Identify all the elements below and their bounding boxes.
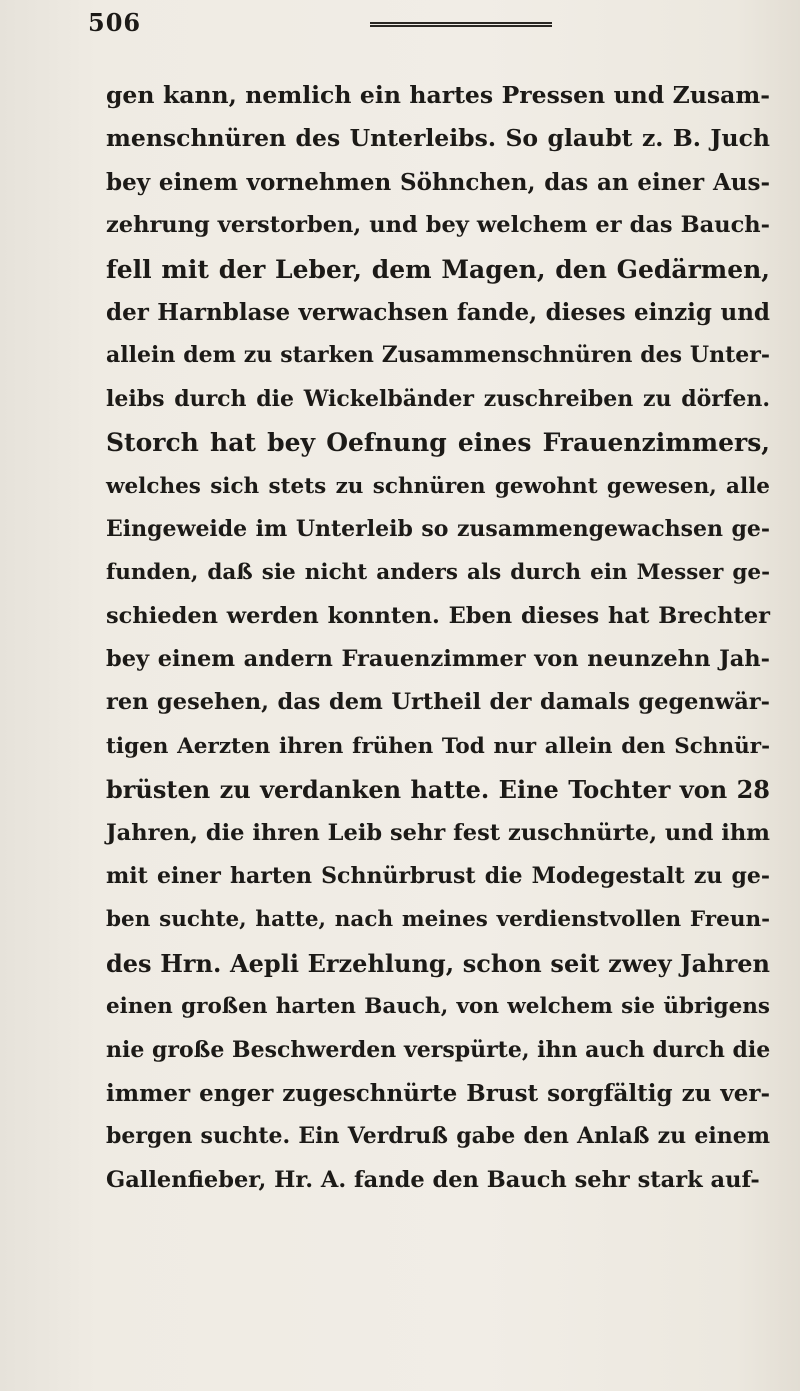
text-line: nie große Beschwerden verspürte, ihn auch durch die [106, 1036, 771, 1063]
text-line: mit einer harten Schnürbrust die Modegestalt zu ge- [106, 863, 770, 890]
text-line: funden, daß sie nicht anders als durch ein Messer ge- [106, 560, 770, 586]
text-line: allein dem zu starken Zusammenschnüren des Unter- [106, 342, 770, 369]
body-text [106, 74, 770, 1202]
text-line: Gallenfieber, Hr. A. fande den Bauch sehr stark auf- [106, 1166, 760, 1193]
text-line: welches sich stets zu schnüren gewohnt gewesen, alle [106, 473, 770, 499]
text-line: ben suchte, hatte, nach meines verdienstvollen Freun- [106, 907, 770, 933]
text-line: des Hrn. Aepli Erzehlung, schon seit zwey Jahren [106, 948, 770, 978]
text-line: bey einem andern Frauenzimmer von neunzehn Jah- [106, 646, 770, 673]
text-line: Jahren, die ihren Leib sehr fest zuschnürte, und ihm [106, 819, 770, 846]
text-line: fell mit der Leber, dem Magen, den Gedärmen, [106, 254, 770, 284]
text-line: schieden werden konnten. Eben dieses hat Brechter [106, 602, 770, 629]
page-number: 506 [88, 8, 142, 37]
text-line: ren gesehen, das dem Urtheil der damals gegenwär- [106, 689, 770, 716]
text-line: der Harnblase verwachsen fande, dieses einzig und [106, 298, 770, 326]
text-line: bey einem vornehmen Söhnchen, das an einer Aus- [106, 168, 770, 196]
text-line: gen kann, nemlich ein hartes Pressen und Zusam- [106, 81, 770, 109]
text-line: Eingeweide im Unterleib so zusammengewachsen ge- [106, 515, 770, 542]
text-line: Storch hat bey Oefnung eines Frauenzimmers, [106, 428, 770, 458]
text-line: leibs durch die Wickelbänder zuschreiben zu dörfen. [106, 385, 770, 412]
text-line: menschnüren des Unterleibs. So glaubt z. B. Juch [106, 124, 770, 153]
header-rule [370, 22, 552, 24]
text-line: einen großen harten Bauch, von welchem sie übrigens [106, 994, 770, 1020]
text-line: bergen suchte. Ein Verdruß gabe den Anlaß zu einem [106, 1123, 770, 1150]
text-line: immer enger zugeschnürte Brust sorgfältig zu ver- [106, 1079, 770, 1107]
text-line: tigen Aerzten ihren frühen Tod nur allein den Schnür- [106, 733, 770, 759]
text-line: zehrung verstorben, und bey welchem er das Bauch- [106, 212, 770, 239]
text-line: brüsten zu verdanken hatte. Eine Tochter von 28 [106, 775, 770, 805]
